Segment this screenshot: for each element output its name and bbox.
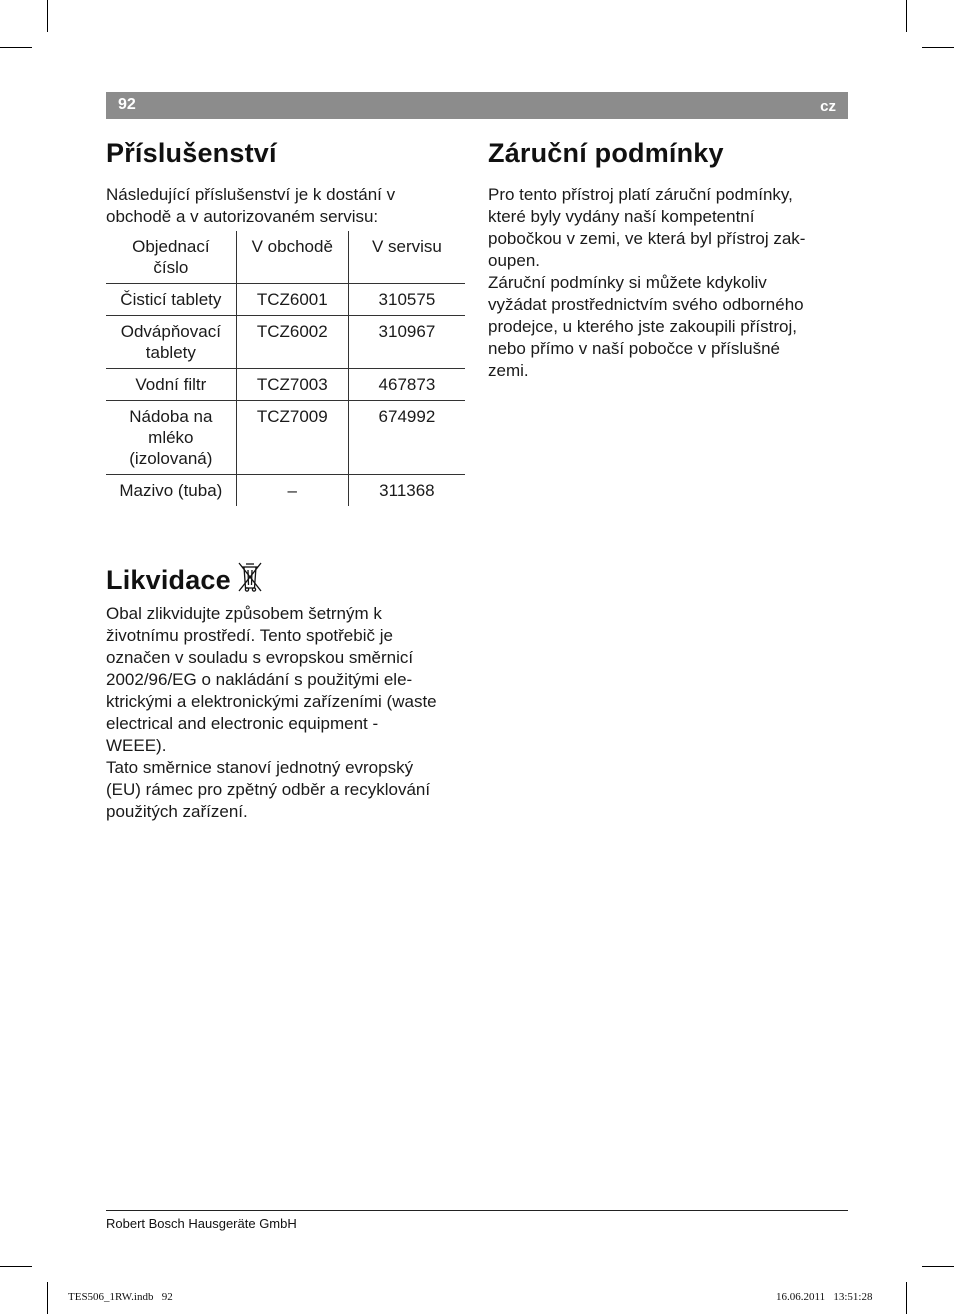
text-line: Záruční podmínky si můžete kdykoliv [488, 273, 767, 292]
text-line: Pro tento přístroj platí záruční podmínky, [488, 185, 793, 204]
text-line: oupen. [488, 251, 540, 270]
page-header-bar [106, 92, 848, 119]
crop-mark [0, 47, 32, 48]
text-line: (EU) rámec pro zpětný odběr a recyklování [106, 780, 431, 799]
text-line: nebo přímo v naší pobočce v příslušné [488, 339, 780, 358]
table-cell: Vodní filtr [106, 369, 236, 401]
crop-mark [0, 1266, 32, 1267]
crop-mark [922, 1266, 954, 1267]
text-line: ktrickými a elektronickými zařízeními (waste [106, 692, 437, 711]
accessories-intro [106, 184, 466, 228]
table-row [106, 316, 465, 369]
crop-mark [47, 1282, 48, 1314]
table-cell: Odvápňovací tablety [106, 316, 236, 369]
footer-divider [106, 1210, 848, 1211]
table-cell: 310967 [348, 316, 465, 369]
header-cell-order-number: Objednací číslo [132, 237, 210, 277]
warranty-text [488, 184, 848, 382]
crossed-out-bin-icon [237, 561, 263, 600]
accessories-heading: Příslušenství [106, 138, 277, 168]
crop-mark [922, 47, 954, 48]
slug-date: 16.06.2011 13:51:28 [776, 1291, 873, 1303]
disposal-title: Likvidace [106, 565, 231, 595]
header-cell-service: V servisu [348, 231, 465, 284]
disposal-text [106, 603, 476, 823]
page-number: 92 [118, 96, 136, 113]
table-cell: 311368 [348, 475, 465, 507]
table-cell: 674992 [348, 401, 465, 475]
table-cell: 310575 [348, 284, 465, 316]
text-line: Obal zlikvidujte způsobem šetrným k [106, 604, 382, 623]
table-row [106, 401, 465, 475]
intro-line: Následující příslušenství je k dostání v [106, 185, 396, 204]
table-row [106, 475, 465, 507]
table-cell: Čisticí tablety [106, 284, 236, 316]
table-cell: 467873 [348, 369, 465, 401]
table-row [106, 284, 465, 316]
text-line: vyžádat prostřednictvím svého odborného [488, 295, 804, 314]
text-line: použitých zařízení. [106, 802, 248, 821]
crop-mark [47, 0, 48, 32]
text-line: 2002/96/EG o nakládání s použitými ele- [106, 670, 413, 689]
footer-company: Robert Bosch Hausgeräte GmbH [106, 1216, 297, 1231]
text-line: životnímu prostředí. Tento spotřebič je [106, 626, 393, 645]
text-line: WEEE). [106, 736, 167, 755]
table-header-row [106, 231, 465, 284]
text-line: Tato směrnice stanoví jednotný evropský [106, 758, 414, 777]
table-cell: TCZ6001 [236, 284, 348, 316]
slug-file: TES506_1RW.indb 92 [68, 1291, 173, 1303]
intro-line: obchodě a v autorizovaném servisu: [106, 207, 379, 226]
disposal-heading [106, 561, 263, 600]
table-cell: TCZ6002 [236, 316, 348, 369]
table-cell: Nádoba na mléko (izolovaná) [106, 401, 236, 475]
text-line: zemi. [488, 361, 529, 380]
accessories-table [106, 231, 465, 506]
table-cell: TCZ7003 [236, 369, 348, 401]
language-code: cz [820, 98, 836, 115]
table-row [106, 369, 465, 401]
text-line: prodejce, u kterého jste zakoupili přístroj, [488, 317, 797, 336]
header-cell-shop: V obchodě [236, 231, 348, 284]
text-line: pobočkou v zemi, ve která byl přístroj zak- [488, 229, 806, 248]
table-cell: Mazivo (tuba) [106, 475, 236, 507]
table-cell: TCZ7009 [236, 401, 348, 475]
warranty-heading: Záruční podmínky [488, 138, 724, 168]
table-cell: – [236, 475, 348, 507]
text-line: electrical and electronic equipment - [106, 714, 379, 733]
text-line: které byly vydány naší kompetentní [488, 207, 755, 226]
text-line: označen v souladu s evropskou směrnicí [106, 648, 414, 667]
crop-mark [906, 1282, 907, 1314]
crop-mark [906, 0, 907, 32]
